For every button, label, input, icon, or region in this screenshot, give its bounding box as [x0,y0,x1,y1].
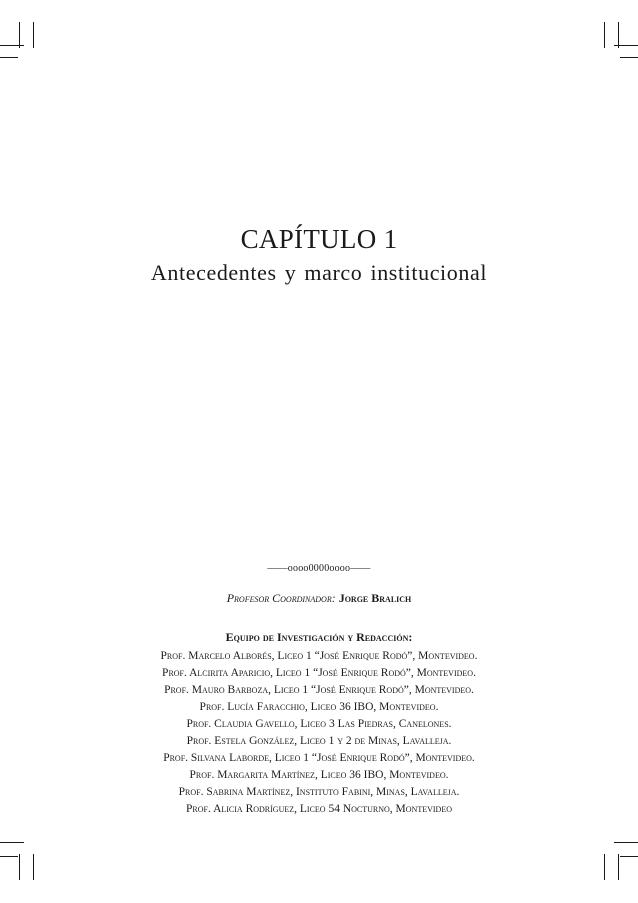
coordinator-role: Profesor Coordinador: [226,591,336,605]
crop-mark-top-right-vertical-outer [618,22,619,48]
chapter-title: Antecedentes y marco institucional [150,260,488,285]
crop-mark-top-left-horizontal-short [0,57,18,58]
team-member: Prof. Claudia Gavello, Liceo 3 Las Piedras, Canelones. [186,718,452,730]
chapter-number: CAPÍTULO 1 [240,224,398,254]
crop-mark-bottom-right-horizontal-short [620,856,638,857]
crop-mark-top-right-vertical-inner [604,22,605,48]
crop-mark-top-left-vertical-outer [19,22,20,48]
team-member: Prof. Estela González, Liceo 1 y 2 de Minas, Lavalleja. [186,735,452,747]
team-member: Prof. Mauro Barboza, Liceo 1 “José Enrique Rodó”, Montevideo. [164,684,474,696]
coordinator-line [0,591,638,606]
crop-mark-bottom-left-horizontal [0,842,24,843]
team-member: Prof. Silvana Laborde, Liceo 1 “José Enrique Rodó”, Montevideo. [163,752,475,764]
crop-mark-bottom-right-vertical-outer [618,854,619,880]
crop-mark-bottom-right-horizontal [614,842,638,843]
team-member-list [0,648,638,818]
coordinator-name: Jorge Bralich [338,591,412,605]
crop-mark-bottom-right-vertical-inner [604,854,605,880]
team-member: Prof. Sabrina Martínez, Instituto Fabini, Minas, Lavalleja. [178,786,460,798]
crop-mark-top-left-horizontal [0,45,24,46]
team-member: Prof. Alicia Rodríguez, Liceo 54 Nocturno, Montevideo [186,803,452,815]
crop-mark-bottom-left-horizontal-short [0,856,18,857]
ornamental-divider: ——oooo0000oooo—— [267,563,371,574]
team-heading: Equipo de Investigación y Redacción: [225,630,413,644]
team-member: Prof. Margarita Martínez, Liceo 36 IBO, Montevideo. [189,769,449,781]
crop-mark-top-right-horizontal-short [620,57,638,58]
team-member: Prof. Lucía Faracchio, Liceo 36 IBO, Montevideo. [199,701,439,713]
crop-mark-bottom-left-vertical-outer [19,854,20,880]
team-member: Prof. Marcelo Alborés, Liceo 1 “José Enrique Rodó”, Montevideo. [160,650,478,662]
crop-mark-top-left-vertical-inner [33,22,34,48]
crop-mark-bottom-left-vertical-inner [33,854,34,880]
team-member: Prof. Alcirita Aparicio, Liceo 1 “José Enrique Rodó”, Montevideo. [162,667,476,679]
